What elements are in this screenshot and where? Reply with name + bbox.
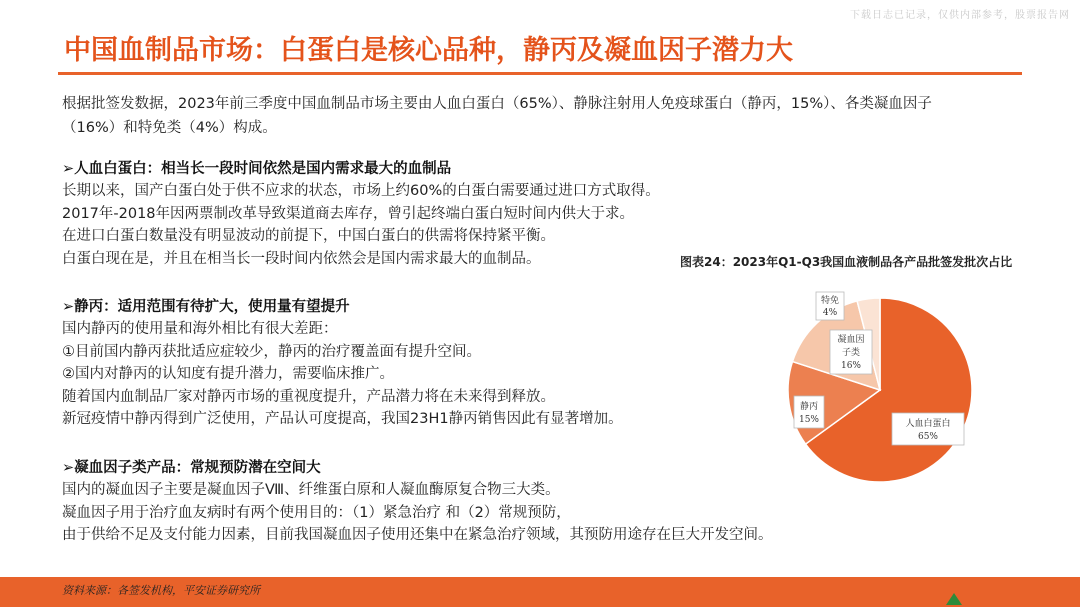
pie-label-2-0: 凝血因 xyxy=(837,335,865,345)
section-heading: ➢凝血因子类产品：常规预防潜在空间大 xyxy=(62,460,321,476)
section-line: 国内静丙的使用量和海外相比有很大差距： xyxy=(62,321,338,337)
section-line: 白蛋白现在是，并且在相当长一段时间内依然会是国内需求最大的血制品。 xyxy=(62,250,541,267)
pie-label-2-1: 子类 xyxy=(841,348,861,358)
pie-label-1-0: 静丙 xyxy=(799,402,819,412)
page-title: 中国血制品市场：白蛋白是核心品种，静丙及凝血因子潜力大 xyxy=(64,35,793,66)
logo-icon xyxy=(946,593,962,605)
watermark: 下载日志已记录，仅供内部参考，股票报告网 xyxy=(850,10,1070,21)
section-line: 随着国内血制品厂家对静丙市场的重视度提升，产品潜力将在未来得到释放。 xyxy=(62,388,555,405)
pie-chart xyxy=(760,280,1000,500)
pie-label-2-2: 16% xyxy=(840,361,862,371)
section-heading: ➢静丙：适用范围有待扩大，使用量有望提升 xyxy=(62,299,350,315)
section-line: 2017年-2018年因两票制改革导致渠道商去库存，曾引起终端白蛋白短时间内供大于求。 xyxy=(62,205,635,222)
section-heading: ➢人血白蛋白：相当长一段时间依然是国内需求最大的血制品 xyxy=(62,161,452,177)
section-line: 国内的凝血因子主要是凝血因子Ⅷ、纤维蛋白原和人凝血酶原复合物三大类。 xyxy=(62,482,560,498)
pie-label-3-0: 特免 xyxy=(820,296,840,306)
section-albumin xyxy=(62,158,702,270)
pie-label-3-1: 4% xyxy=(822,308,838,318)
title-divider xyxy=(58,72,1022,75)
pie-label-1-1: 15% xyxy=(798,415,820,425)
section-line: 在进口白蛋白数量没有明显波动的前提下，中国白蛋白的供需将保持紧平衡。 xyxy=(62,228,555,244)
section-line: ②国内对静丙的认知度有提升潜力，需要临床推广。 xyxy=(62,366,394,382)
section-line: 凝血因子用于治疗血友病时有两个使用目的：（1）紧急治疗 和（2）常规预防， xyxy=(62,504,571,521)
section-line: 由于供给不足及支付能力因素，目前我国凝血因子使用还集中在紧急治疗领域，其预防用途存在巨大开发空间。 xyxy=(62,527,773,543)
intro-paragraph: 根据批签发数据，2023年前三季度中国血制品市场主要由人血白蛋白（65%）、静脉注射用人免疫球蛋白（静丙，15%）、各类凝血因子（16%）和特免类（4%）构成。 xyxy=(62,96,932,136)
chart-title: 图表24：2023年Q1-Q3我国血液制品各产品批签发批次占比 xyxy=(680,255,1013,269)
section-line: 新冠疫情中静丙得到广泛使用，产品认可度提高，我国23H1静丙销售因此有显著增加。 xyxy=(62,411,623,427)
section-line: ①目前国内静丙获批适应症较少，静丙的治疗覆盖面有提升空间。 xyxy=(62,343,481,360)
pie-label-0-1: 65% xyxy=(917,432,939,442)
section-ivig xyxy=(62,296,702,431)
footer-source: 资料来源：各签发机构，平安证券研究所 xyxy=(62,584,260,597)
pie-label-0-0: 人血白蛋白 xyxy=(905,419,951,429)
section-line: 长期以来，国产白蛋白处于供不应求的状态，市场上约60%的白蛋白需要通过进口方式取得。 xyxy=(62,183,660,199)
